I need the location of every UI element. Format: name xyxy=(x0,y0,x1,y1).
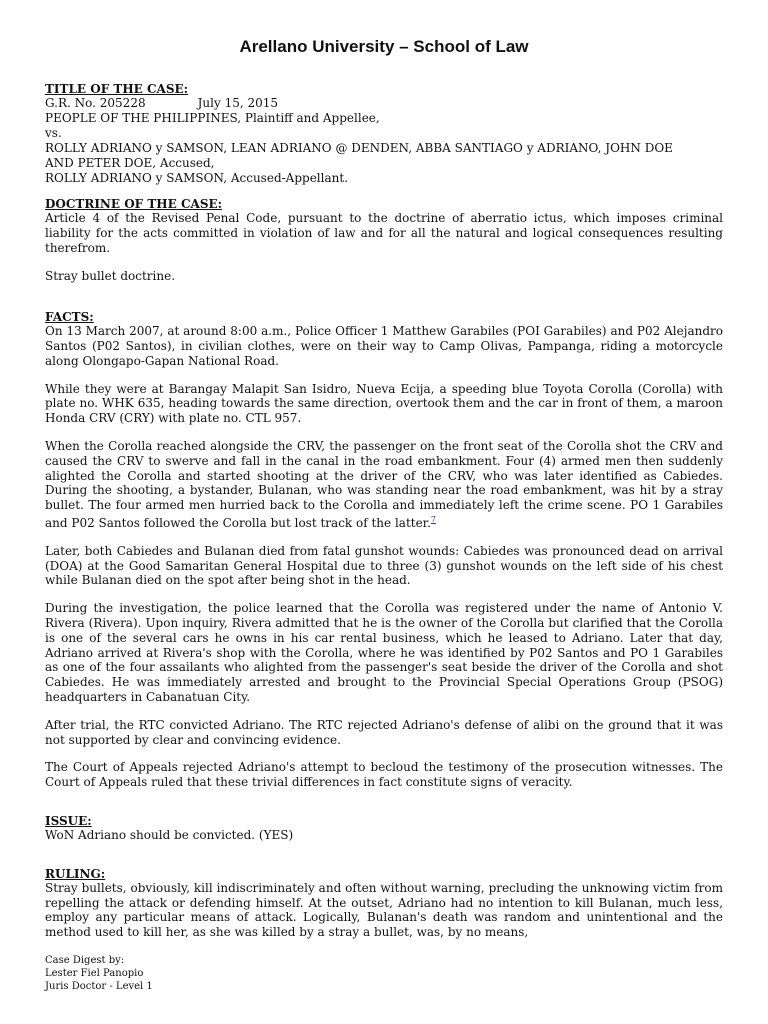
case-title-heading: TITLE OF THE CASE: xyxy=(45,82,189,96)
facts-section xyxy=(45,310,723,790)
party-line: AND PETER DOE, Accused, xyxy=(45,156,215,170)
footnote-link[interactable]: 7 xyxy=(430,514,437,524)
document-title: Arellano University – School of Law xyxy=(239,37,529,56)
doctrine-section xyxy=(45,197,723,284)
footer-author: Lester Fiel Panopio xyxy=(45,968,144,979)
party-line: ROLLY ADRIANO y SAMSON, Accused-Appellant. xyxy=(45,171,349,185)
facts-heading: FACTS: xyxy=(45,310,94,325)
party-line: ROLLY ADRIANO y SAMSON, LEAN ADRIANO @ DENDEN, ABBA SANTIAGO y ADRIANO, JOHN DOE xyxy=(45,141,673,155)
party-line: PEOPLE OF THE PHILIPPINES, Plaintiff and Appellee, xyxy=(45,111,380,125)
doctrine-paragraph: Article 4 of the Revised Penal Code, pursuant to the doctrine of aberratio ictus, which imposes criminal liability for the acts committed in violation of law and for all the natural and logical consequences resulting therefrom. xyxy=(45,211,723,255)
party-line: vs. xyxy=(45,126,62,140)
issue-text: WoN Adriano should be convicted. (YES) xyxy=(45,827,294,842)
facts-paragraph xyxy=(45,439,723,531)
decision-date: July 15, 2015 xyxy=(197,96,279,110)
facts-paragraph: Later, both Cabiedes and Bulanan died from fatal gunshot wounds: Cabiedes was pronounced dead on arrival (DOA) at the Good Samaritan General Hospital due to three (3) gunshot wounds on the left side of his chest while Bulanan died on the spot after being shot in the head. xyxy=(45,543,723,588)
facts-paragraph: During the investigation, the police learned that the Corolla was registered under the name of Antonio V. Rivera (Rivera). Upon inquiry, Rivera admitted that he is the owner of the Corolla but clarified that the Corolla is one of the several cars he owns in his car rental business, which he leased to Adriano. Later that day, Adriano arrived at Rivera's shop with the Corolla, where he was identified by P02 Santos and PO 1 Garabiles as one of the four assailants who alighted from the passenger's seat beside the driver of the Corolla and shot Cabiedes. He was immediately arrested and brought to the Provincial Special Operations Group (PSOG) headquarters in Cabanatuan City. xyxy=(45,601,723,704)
document-page xyxy=(45,0,723,940)
facts-paragraph: On 13 March 2007, at around 8:00 a.m., Police Officer 1 Matthew Garabiles (POI Garabiles) and P02 Alejandro Santos (P02 Santos), in civilian clothes, were on their way to Camp Olivas, Pampanga, riding a motorcycle along Olongapo-Gapan National Road. xyxy=(45,324,723,368)
gr-number: G.R. No. 205228 xyxy=(45,96,146,110)
case-digest-footer xyxy=(45,954,153,993)
facts-paragraph: While they were at Barangay Malapit San Isidro, Nueva Ecija, a speeding blue Toyota Corolla (Corolla) with plate no. WHK 635, heading towards the same direction, overtook them and the car in front of them, a maroon Honda CRV (CRY) with plate no. CTL 957. xyxy=(45,381,723,426)
facts-paragraph: After trial, the RTC convicted Adriano. The RTC rejected Adriano's defense of alibi on the ground that it was not supported by clear and convincing evidence. xyxy=(45,717,723,747)
ruling-heading: RULING: xyxy=(45,866,106,881)
facts-paragraph-text: When the Corolla reached alongside the CRV, the passenger on the front seat of the Corolla shot the CRV and caused the CRV to swerve and fall in the canal in the road embankment. Four (4) armed men then suddenly alighted the Corolla and started shooting at the driver of the CRV, who was later identified as Cabiedes. During the shooting, a bystander, Bulanan, who was standing near the road embankment, was hit by a stray bullet. The four armed men hurried back to the Corolla and immediately left the crime scene. PO 1 Garabiles and P02 Santos followed the Corolla but lost track of the latter. xyxy=(45,438,723,530)
footer-line: Case Digest by: xyxy=(45,955,125,966)
ruling-section xyxy=(45,867,723,940)
issue-section xyxy=(45,814,723,843)
footer-level: Juris Doctor - Level 1 xyxy=(45,981,153,992)
issue-heading: ISSUE: xyxy=(45,813,92,828)
doctrine-paragraph: Stray bullet doctrine. xyxy=(45,269,176,284)
case-number-line xyxy=(45,96,723,111)
doctrine-heading: DOCTRINE OF THE CASE: xyxy=(45,197,223,211)
case-title-section xyxy=(45,82,723,186)
ruling-text: Stray bullets, obviously, kill indiscriminately and often without warning, precluding the unknowing victim from repelling the attack or defending himself. At the outset, Adriano had no intention to kill Bulanan, much less, employ any particular means of attack. Logically, Bulanan's death was random and unintentional and the method used to kill her, as she was killed by a stray a bullet, was, by no means, xyxy=(45,880,723,940)
facts-paragraph: The Court of Appeals rejected Adriano's attempt to becloud the testimony of the prosecution witnesses. The Court of Appeals ruled that these trivial differences in fact constitute signs of veracity. xyxy=(45,760,723,790)
